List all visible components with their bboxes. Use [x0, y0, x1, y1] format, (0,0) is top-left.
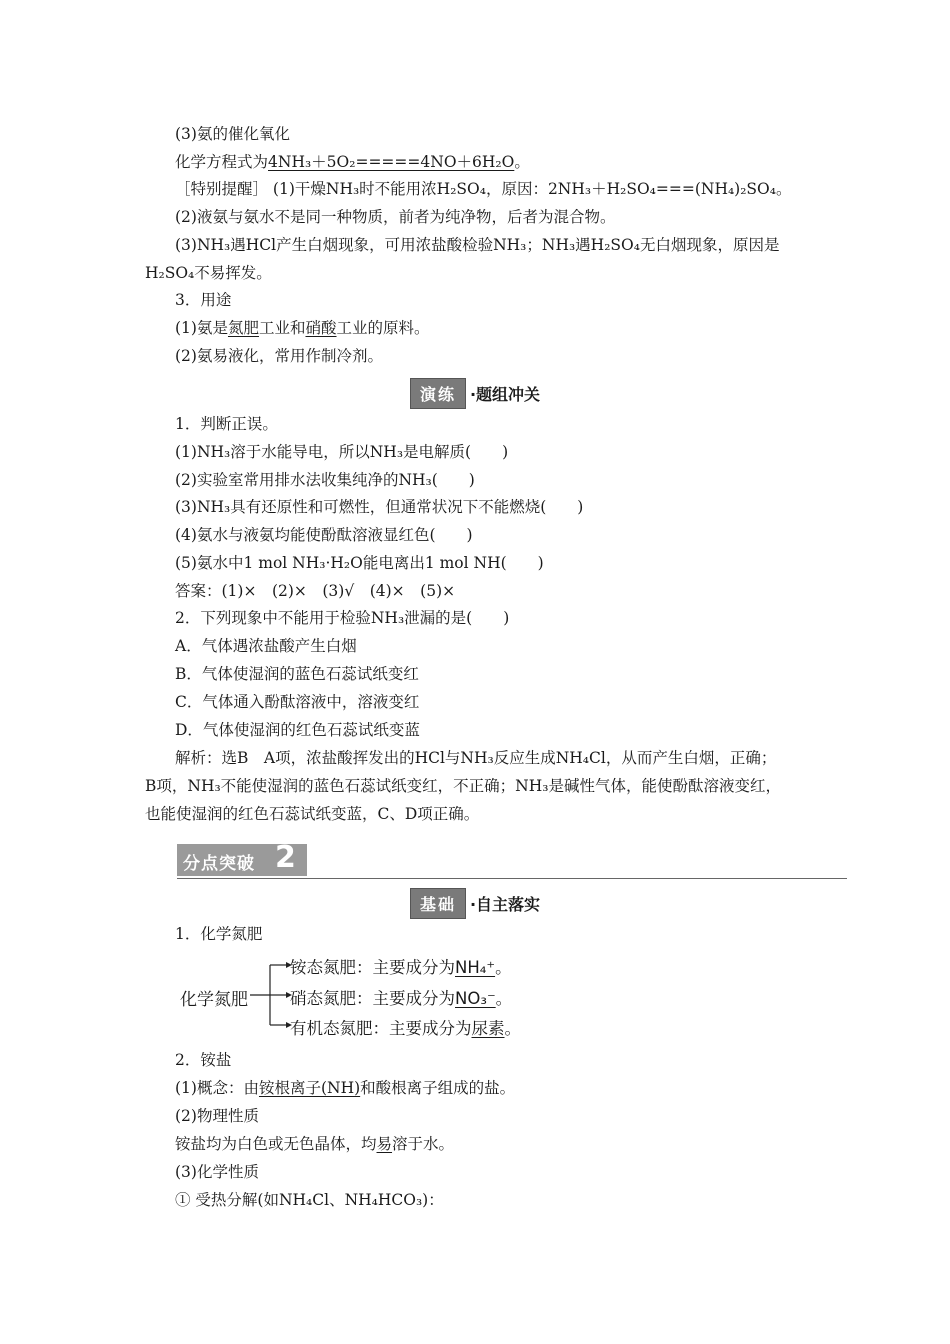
underlined-answer: NO₃⁻ [455, 989, 496, 1008]
underlined-answer: 氮肥 [227, 319, 259, 337]
text-line: (2)氨易液化，常用作制冷剂。 [175, 347, 383, 365]
underlined-answer: 易 [376, 1135, 393, 1153]
question-item: (1)NH₃溶于水能导电，所以NH₃是电解质( ) [175, 443, 509, 461]
divider [177, 878, 847, 879]
text-span: 。 [514, 153, 530, 171]
bracket-diagram [250, 955, 295, 1035]
text-line: 3．用途 [175, 291, 232, 309]
part-banner-title: 分点突破 [183, 854, 255, 874]
text-span: 工业和 [258, 319, 306, 337]
text-span: 。 [495, 958, 512, 977]
question-title: 1．判断正误。 [175, 415, 278, 433]
basic-section-heading [0, 888, 950, 919]
text-line [175, 1134, 865, 1154]
subsection-title: 1．化学氮肥 [175, 925, 263, 943]
diagram-branch [290, 954, 512, 978]
basic-tag: 基础 [410, 888, 466, 919]
text-line: (3)NH₃遇HCl产生白烟现象，可用浓盐酸检验NH₃；NH₃遇H₂SO₄无白烟现象，原因是 [175, 236, 780, 254]
text-span: 。 [504, 1019, 521, 1038]
text-span: 。 [495, 989, 513, 1008]
question-title: 2．下列现象中不能用于检验NH₃泄漏的是( ) [175, 609, 510, 627]
equation-underlined: 4NH₃＋5O₂=====4NO＋6H₂O [268, 153, 515, 171]
underlined-answer: 尿素 [471, 1019, 505, 1038]
explanation-line: 解析：选B A项，浓盐酸挥发出的HCl与NH₃反应生成NH₄Cl，从而产生白烟，正确； [175, 749, 777, 767]
question-item: (5)氨水中1 mol NH₃·H₂O能电离出1 mol NH( ) [175, 554, 544, 572]
text-line: (2)物理性质 [175, 1107, 259, 1125]
practice-tag-label: ·题组冲关 [469, 385, 541, 404]
text-line: (3)氨的催化氧化 [175, 125, 290, 143]
text-span: (1)氨是 [175, 319, 228, 337]
practice-tag: 演练 [410, 378, 466, 409]
underlined-answer: NH₄⁺ [455, 958, 496, 977]
practice-section-heading [0, 378, 950, 409]
text-span: 工业的原料。 [336, 319, 430, 337]
part-banner-number: 2 [275, 840, 296, 875]
explanation-line: 也能使湿润的红色石蕊试纸变蓝，C、D项正确。 [145, 805, 480, 823]
question-item: (4)氨水与液氨均能使酚酞溶液显红色( ) [175, 526, 473, 544]
diagram-branch [290, 985, 512, 1009]
diagram-root-label: 化学氮肥 [180, 990, 248, 1010]
diagram-branch [290, 1015, 521, 1039]
question-item: (2)实验室常用排水法收集纯净的NH₃( ) [175, 471, 475, 489]
text-line [175, 318, 865, 338]
text-line: (2)液氨与氨水不是同一种物质，前者为纯净物，后者为混合物。 [175, 208, 616, 226]
answer-line: 答案：(1)× (2)× (3)√ (4)× (5)× [175, 582, 456, 600]
text-span: 铵态氮肥：主要成分为 [290, 958, 455, 977]
text-span: 和酸根离子组成的盐。 [360, 1079, 516, 1097]
text-line: ［特别提醒］ (1)干燥NH₃时不能用浓H₂SO₄，原因：2NH₃＋H₂SO₄===(NH₄)₂SO₄。 [175, 180, 792, 198]
text-span: (1)概念：由 [175, 1079, 259, 1097]
basic-tag-label: ·自主落实 [469, 895, 541, 914]
text-span: 溶于水。 [392, 1135, 455, 1153]
option-d: D．气体使湿润的红色石蕊试纸变蓝 [175, 721, 420, 739]
option-a: A．气体遇浓盐酸产生白烟 [175, 637, 357, 655]
text-line: H₂SO₄不易挥发。 [145, 264, 272, 282]
text-line [175, 152, 865, 172]
underlined-answer: 硝酸 [305, 319, 337, 337]
text-span: 硝态氮肥：主要成分为 [290, 989, 455, 1008]
question-item: (3)NH₃具有还原性和可燃性，但通常状况下不能燃烧( ) [175, 498, 584, 516]
text-line: (3)化学性质 [175, 1163, 259, 1181]
explanation-line: B项，NH₃不能使湿润的蓝色石蕊试纸变红，不正确；NH₃是碱性气体，能使酚酞溶液变红， [145, 777, 781, 795]
text-span: 铵盐均为白色或无色晶体，均 [175, 1135, 377, 1153]
text-line [175, 1078, 865, 1098]
option-b: B．气体使湿润的蓝色石蕊试纸变红 [175, 665, 419, 683]
text-span: 有机态氮肥：主要成分为 [290, 1019, 472, 1038]
underlined-answer: 铵根离子(NH) [258, 1079, 361, 1097]
text-line: ① 受热分解(如NH₄Cl、NH₄HCO₃)： [175, 1191, 444, 1209]
text-span: 化学方程式为 [175, 153, 269, 171]
subsection-title: 2．铵盐 [175, 1051, 232, 1069]
option-c: C．气体通入酚酞溶液中，溶液变红 [175, 693, 420, 711]
